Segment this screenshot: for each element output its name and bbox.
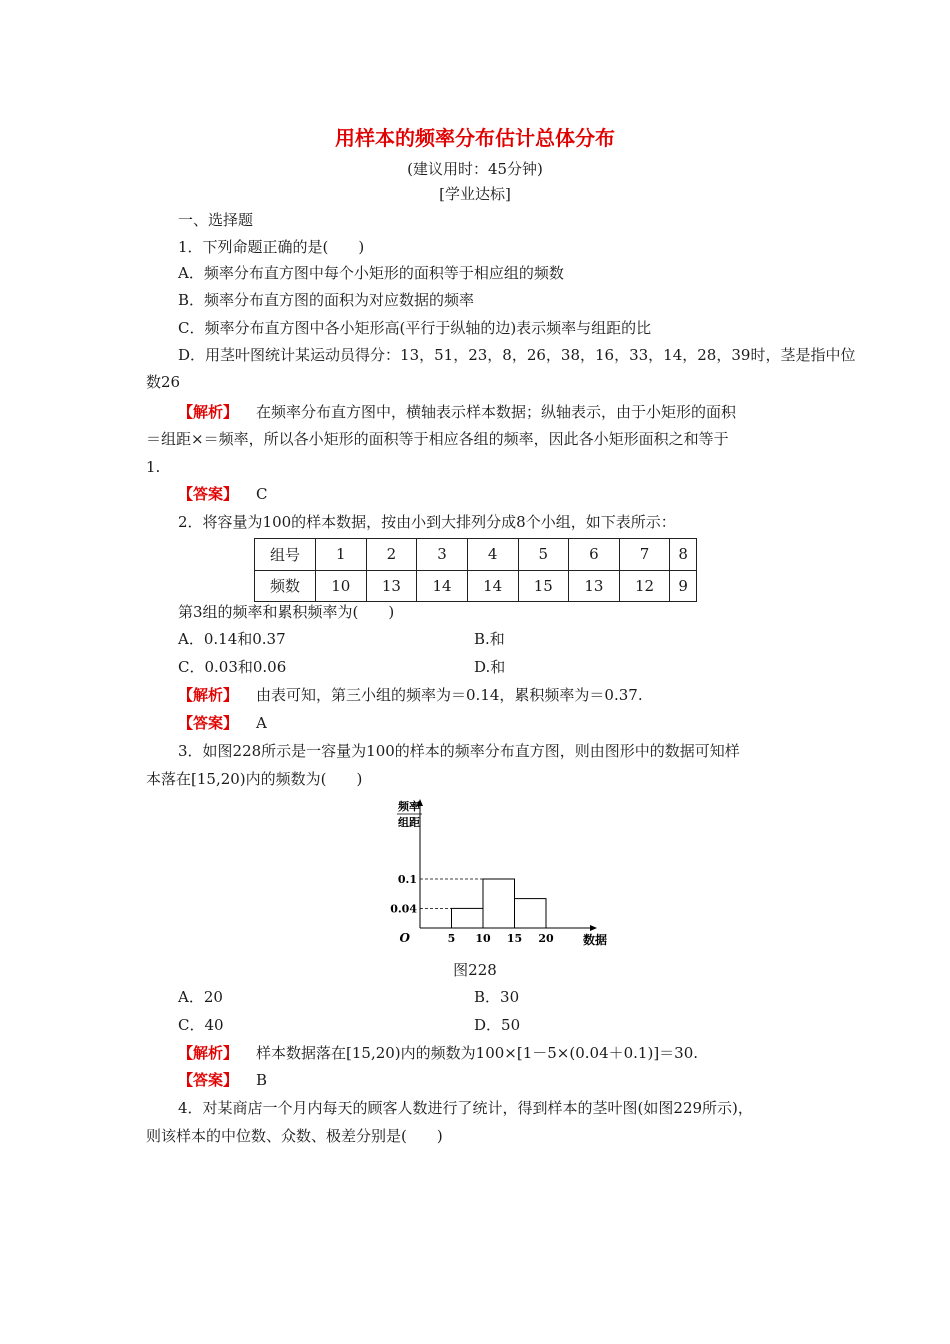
table-cell: 15	[518, 570, 569, 602]
section-label: [学业达标]	[439, 185, 511, 203]
histogram-chart	[380, 798, 610, 950]
q3-option-a: A．20	[178, 988, 223, 1006]
q2-option-d: D.和	[474, 658, 506, 676]
answer-tag: 【答案】	[178, 1071, 239, 1089]
subtitle: (建议用时：45分钟)	[407, 160, 543, 178]
q1-answer	[178, 484, 268, 504]
table-row	[255, 539, 697, 571]
x-tick-label: 5	[447, 932, 456, 945]
table-row	[255, 570, 697, 602]
table-row-label: 频数	[255, 570, 316, 602]
section-heading: 一、选择题	[178, 211, 254, 229]
q1-analysis-line3: 1.	[146, 458, 161, 476]
q3-option-b: B．30	[474, 988, 520, 1006]
table-cell: 10	[316, 570, 367, 602]
table-cell: 4	[467, 539, 518, 571]
analysis-tag: 【解析】	[178, 686, 239, 704]
q2-stem: 2．将容量为100的样本数据，按由小到大排列分成8个小组，如下表所示：	[178, 513, 676, 531]
q3-stem-line2: 本落在[15,20)内的频数为( )	[146, 770, 363, 788]
frequency-table	[254, 538, 697, 602]
y-tick-label: 0.1	[397, 873, 417, 886]
q1-analysis-line2: ＝组距×＝频率，所以各小矩形的面积等于相应各组的频率，因此各小矩形面积之和等于	[146, 430, 729, 448]
q1-option-a: A．频率分布直方图中每个小矩形的面积等于相应组的频数	[178, 264, 564, 282]
table-cell: 3	[417, 539, 468, 571]
analysis-text: 样本数据落在[15,20)内的频数为100×[1－5×(0.04＋0.1)]＝30.	[256, 1044, 699, 1062]
q3-analysis	[178, 1043, 698, 1063]
analysis-text: 由表可知，第三小组的频率为＝0.14，累积频率为＝0.37.	[256, 686, 643, 704]
q2-question: 第3组的频率和累积频率为( )	[178, 603, 395, 621]
q1-analysis-line1	[178, 402, 736, 422]
page-title: 用样本的频率分布估计总体分布	[335, 126, 615, 150]
q3-stem-line1: 3．如图228所示是一容量为100的样本的频率分布直方图，则由图形中的数据可知样	[178, 742, 740, 760]
y-axis-label-bottom: 组距	[398, 816, 420, 829]
figure-caption: 图228	[453, 961, 497, 979]
q3-option-c: C．40	[178, 1016, 224, 1034]
histogram-bar	[515, 899, 547, 928]
q3-option-d: D．50	[474, 1016, 521, 1034]
q1-option-d-line1: D．用茎叶图统计某运动员得分：13，51，23，8，26，38，16，33，14，28，39时，茎是指中位	[178, 346, 856, 364]
q3-answer	[178, 1070, 267, 1090]
q2-option-a: A．0.14和0.37	[178, 630, 286, 648]
table-cell: 14	[417, 570, 468, 602]
q2-answer	[178, 713, 267, 733]
x-axis-label: 数据	[583, 933, 608, 947]
table-cell: 13	[366, 570, 417, 602]
q1-stem: 1．下列命题正确的是( )	[178, 238, 365, 256]
x-tick-label: 20	[538, 932, 554, 945]
x-tick-label: 10	[475, 932, 491, 945]
table-cell: 8	[670, 539, 697, 571]
chart-labels	[390, 799, 607, 947]
table-cell: 1	[316, 539, 367, 571]
answer-tag: 【答案】	[178, 485, 239, 503]
table-cell: 14	[467, 570, 518, 602]
table-cell: 2	[366, 539, 417, 571]
table-cell: 12	[619, 570, 670, 602]
analysis-tag: 【解析】	[178, 403, 239, 421]
table-cell: 5	[518, 539, 569, 571]
answer-text: B	[256, 1071, 268, 1089]
q1-option-b: B．频率分布直方图的面积为对应数据的频率	[178, 291, 475, 309]
x-tick-label: 15	[506, 932, 523, 945]
chart-axes	[417, 799, 597, 931]
q4-stem-line1: 4．对某商店一个月内每天的顾客人数进行了统计，得到样本的茎叶图(如图229所示)，	[178, 1099, 753, 1117]
table-cell: 9	[670, 570, 697, 602]
q1-option-c: C．频率分布直方图中各小矩形高(平行于纵轴的边)表示频率与组距的比	[178, 319, 652, 337]
table-cell: 6	[569, 539, 620, 571]
analysis-tag: 【解析】	[178, 1044, 239, 1062]
y-axis-label-top: 频率	[398, 800, 420, 813]
y-tick-label: 0.04	[390, 902, 417, 916]
histogram-bar	[452, 908, 484, 928]
table-cell: 13	[569, 570, 620, 602]
table-row-label: 组号	[255, 539, 316, 571]
origin-label: O	[399, 931, 410, 945]
q2-option-c: C．0.03和0.06	[178, 658, 287, 676]
x-axis-arrow	[590, 925, 597, 931]
histogram-bar	[483, 879, 515, 928]
answer-text: A	[256, 714, 267, 732]
analysis-text: 在频率分布直方图中，横轴表示样本数据；纵轴表示，由于小矩形的面积	[256, 403, 737, 421]
q1-option-d-line2: 数26	[146, 373, 181, 391]
answer-tag: 【答案】	[178, 714, 239, 732]
q4-stem-line2: 则该样本的中位数、众数、极差分别是( )	[146, 1127, 443, 1145]
q2-analysis	[178, 685, 643, 705]
chart-bars	[452, 879, 547, 928]
table-cell: 7	[619, 539, 670, 571]
q2-option-b: B.和	[474, 630, 505, 648]
answer-text: C	[256, 485, 268, 503]
